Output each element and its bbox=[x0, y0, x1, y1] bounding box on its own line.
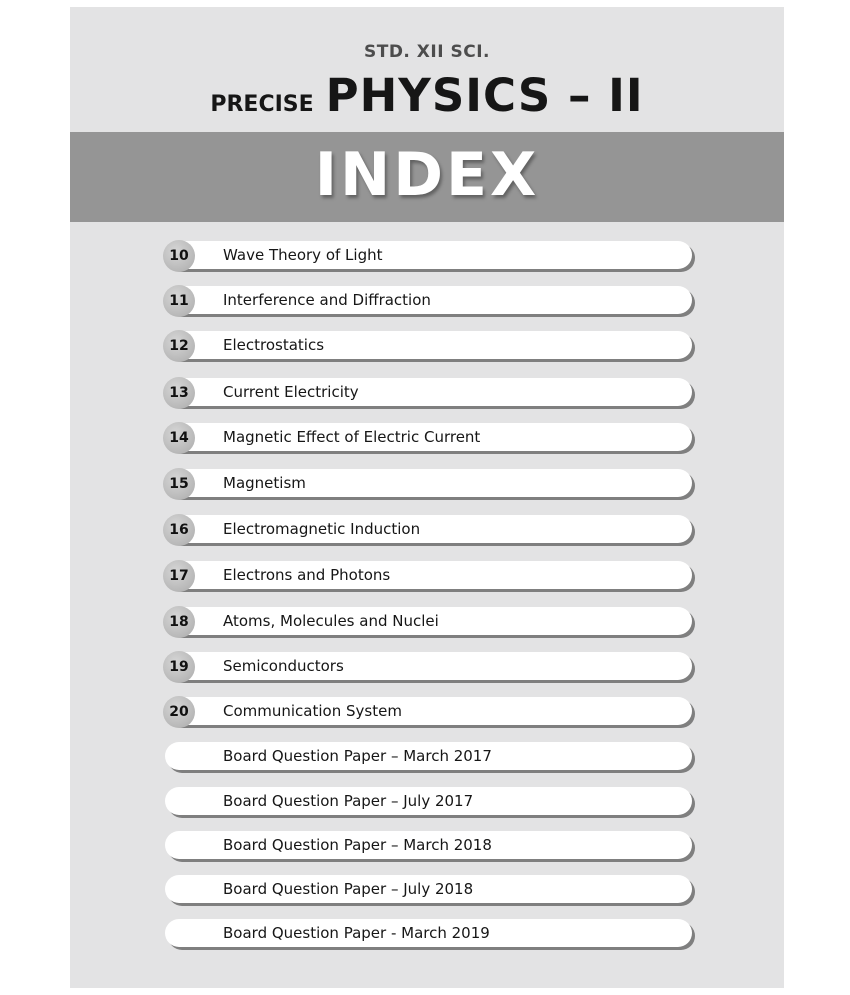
entry-title: Board Question Paper – March 2017 bbox=[223, 747, 492, 765]
chapter-number-badge: 11 bbox=[163, 285, 195, 317]
chapter-number-badge: 17 bbox=[163, 560, 195, 592]
entry-title: Wave Theory of Light bbox=[223, 246, 383, 264]
entry-title: Current Electricity bbox=[223, 383, 359, 401]
index-heading: INDEX bbox=[314, 140, 540, 210]
index-entry bbox=[165, 515, 692, 545]
entry-title: Board Question Paper – July 2017 bbox=[223, 792, 474, 810]
entry-title: Electrons and Photons bbox=[223, 566, 391, 584]
chapter-number-badge: 12 bbox=[163, 330, 195, 362]
entry-title: Magnetism bbox=[223, 474, 306, 492]
chapter-number-badge: 16 bbox=[163, 514, 195, 546]
index-entry bbox=[165, 697, 692, 727]
entry-title: Board Question Paper - March 2019 bbox=[223, 924, 490, 942]
index-entry bbox=[165, 331, 692, 361]
index-entry bbox=[165, 423, 692, 453]
entry-title: Electromagnetic Induction bbox=[223, 520, 421, 538]
title-main: PHYSICS – II bbox=[325, 69, 644, 122]
index-entry bbox=[165, 469, 692, 499]
chapter-number-badge: 20 bbox=[163, 696, 195, 728]
chapter-number-badge: 13 bbox=[163, 377, 195, 409]
entry-title: Magnetic Effect of Electric Current bbox=[223, 428, 481, 446]
index-entry bbox=[165, 378, 692, 408]
chapter-number-badge: 15 bbox=[163, 468, 195, 500]
index-entry bbox=[165, 241, 692, 271]
index-entry bbox=[165, 875, 692, 905]
book-page bbox=[70, 7, 784, 988]
entry-title: Communication System bbox=[223, 702, 402, 720]
index-entry bbox=[165, 286, 692, 316]
entry-title: Interference and Diffraction bbox=[223, 291, 431, 309]
entry-title: Board Question Paper – March 2018 bbox=[223, 836, 492, 854]
entry-title: Board Question Paper – July 2018 bbox=[223, 880, 474, 898]
title-prefix: PRECISE bbox=[210, 92, 314, 117]
index-entry bbox=[165, 561, 692, 591]
entry-title: Electrostatics bbox=[223, 336, 325, 354]
chapter-number-badge: 10 bbox=[163, 240, 195, 272]
chapter-number-badge: 14 bbox=[163, 422, 195, 454]
entry-title: Semiconductors bbox=[223, 657, 344, 675]
index-entry bbox=[165, 919, 692, 949]
index-entry bbox=[165, 652, 692, 682]
index-entry bbox=[165, 831, 692, 861]
entry-title: Atoms, Molecules and Nuclei bbox=[223, 612, 439, 630]
index-entry bbox=[165, 742, 692, 772]
index-entry bbox=[165, 607, 692, 637]
index-entry bbox=[165, 787, 692, 817]
index-list bbox=[70, 7, 784, 988]
chapter-number-badge: 18 bbox=[163, 606, 195, 638]
chapter-number-badge: 19 bbox=[163, 651, 195, 683]
standard-label: STD. XII SCI. bbox=[363, 42, 490, 62]
